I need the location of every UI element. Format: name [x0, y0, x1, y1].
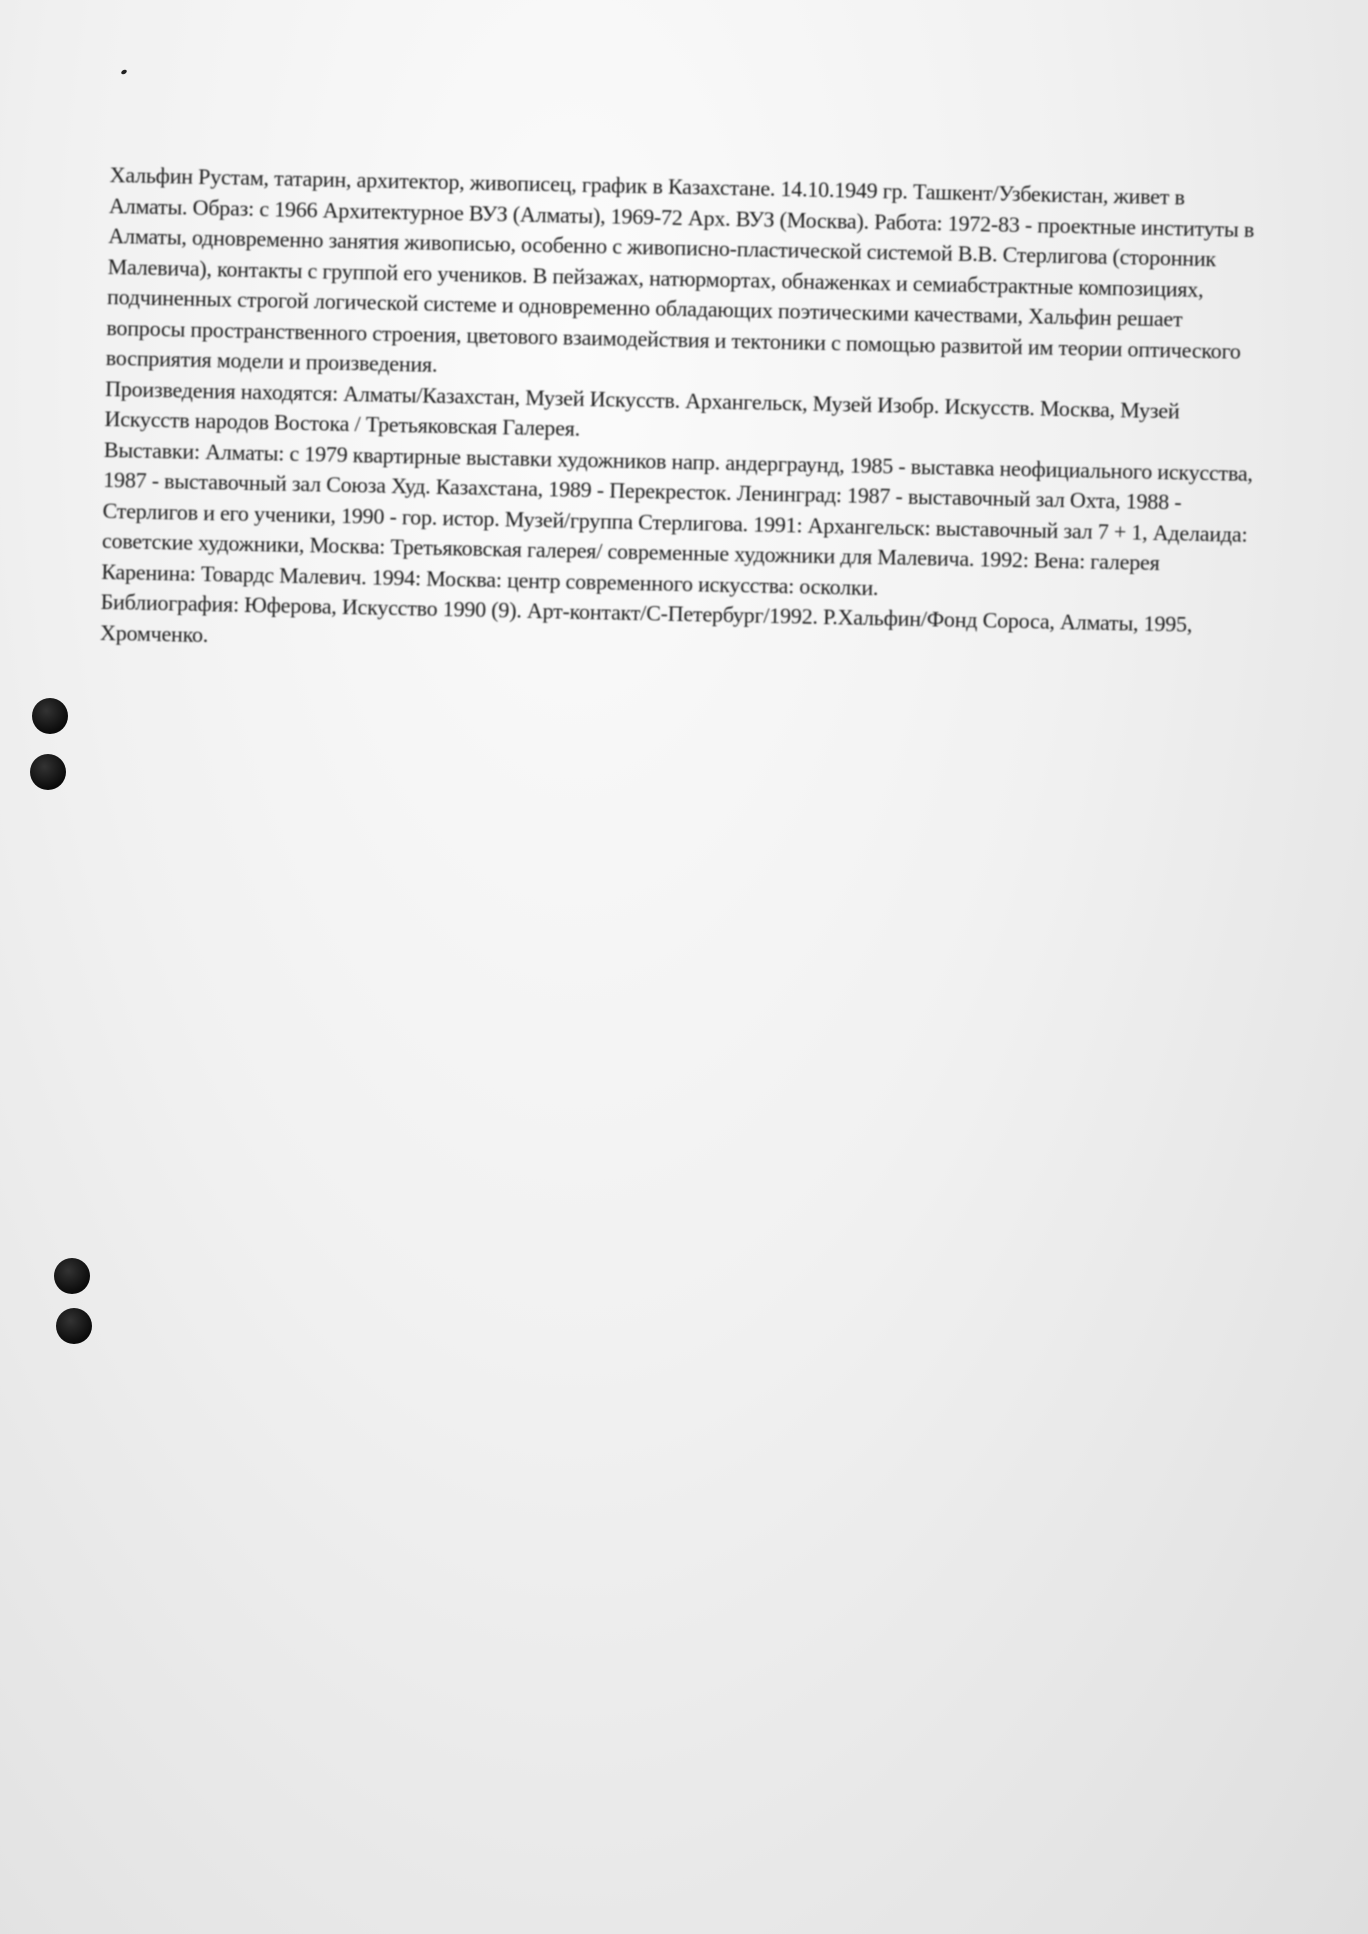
collections-paragraph: Произведения находятся: Алматы/Казахстан, Музей Искусств. Архангельск, Музей Изобр. Искусств. Москва, Музей Искусств народов Востока / Третьяковская Галерея.	[104, 375, 1180, 441]
biography-paragraph: Хальфин Рустам, татарин, архитектор, живописец, график в Казахстане. 14.10.1949 гр. Ташкент/Узбекистан, живет в Алматы. Образ: с 1966 Архитектурное ВУЗ (Алматы), 1969-72 Арх. ВУЗ (Москва). Работа: 1972-83 - проектные институты в Алматы, одновременно занятия живописью, особенно с живописно-пластической системой В.В. Стерлигова (сторонник Малевича), контакты с группой его учеников. В пейзажах, натюрмортах, обнаженках и семиабстрактные композициях, подчиненных строгой логической системе и одновременно обладающих поэтическими качествами, Хальфин решает вопросы пространственного строения, цветового взаимодействия и тектоники с помощью развитой им теории оптического восприятия модели и произведения.	[105, 161, 1255, 377]
punch-hole	[56, 1308, 92, 1344]
punch-hole	[54, 1258, 90, 1294]
biography-text	[100, 160, 1260, 672]
punch-hole	[32, 698, 68, 734]
ink-speck	[120, 69, 127, 75]
bibliography-paragraph: Библиография: Юферова, Искусство 1990 (9). Арт-контакт/С-Петербург/1992. Р.Хальфин/Фонд Сороса, Алматы, 1995, Хромченко.	[99, 588, 1193, 647]
punch-hole	[30, 754, 66, 790]
exhibitions-paragraph: Выставки: Алматы: с 1979 квартирные выставки художников напр. андерграунд, 1985 - выставка неофициального искусства, 1987 - выставочный зал Союза Худ. Казахстана, 1989 - Перекресток. Ленинград: 1987 - выставочный зал Охта, 1988 - Стерлигов и его ученики, 1990 - гор. истор. Музей/группа Стерлигова. 1991: Архангельск: выставочный зал 7 + 1, Аделаида: советские художники, Москва: Третьяковская галерея/ современные художники для Малевича. 1992: Вена: галерея Каренина: Товардс Малевич. 1994: Москва: центр современного искусства: осколки.	[101, 436, 1254, 600]
